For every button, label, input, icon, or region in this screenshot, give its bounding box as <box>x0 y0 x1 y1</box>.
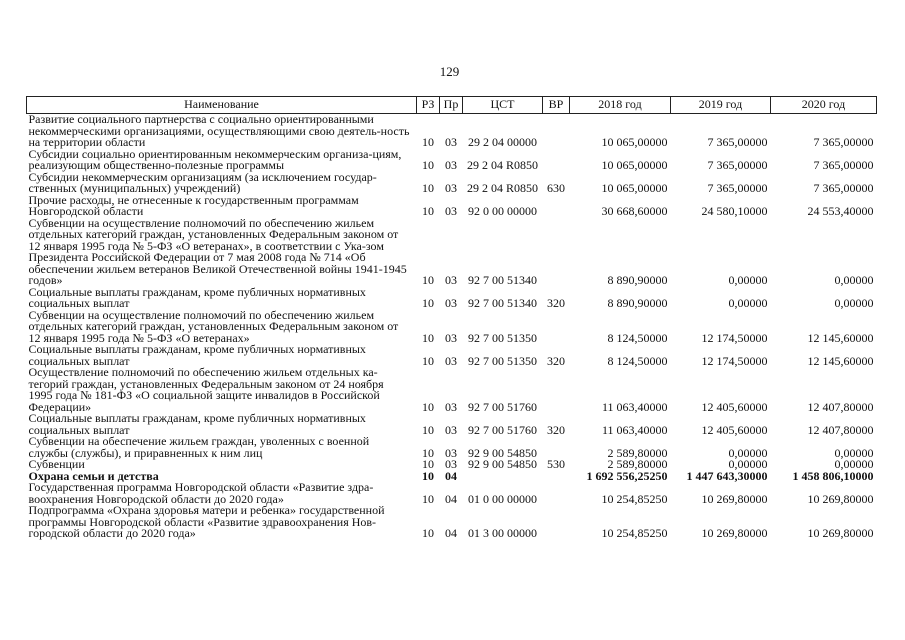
cell-2019: 12 405,60000 <box>701 422 768 437</box>
header-cst: ЦСТ <box>463 97 543 114</box>
cell-2019: 10 269,80000 <box>701 491 768 506</box>
cell-cst: 92 7 00 51340 <box>468 273 537 287</box>
cell-vr <box>543 149 570 172</box>
cell-2020: 12 407,80000 <box>807 399 874 414</box>
cell-2019: 0,00000 <box>728 296 768 310</box>
cell-cst: 92 7 00 51350 <box>468 330 537 345</box>
table-row <box>27 436 877 459</box>
cell-2018: 10 065,00000 <box>601 158 668 172</box>
cell-vr <box>543 218 570 287</box>
cell-name: Социальные выплаты гражданам, кроме публичных нормативных социальных выплат <box>28 411 366 437</box>
cell-cst: 01 3 00 00000 <box>468 526 537 540</box>
cell-name: Субвенции на осуществление полномочий по обеспечению жильем отдельных категорий граждан, установленных Федеральным законом от 12 января 1995 года № 5-ФЗ «О ветеранах», в соответствии с Ука-зом Президента Российской Федерации от 7 мая 2008 года № 714 «Об обеспечении жильем ветеранов Великой Отечественной войны 1941-1945 годов» <box>28 215 407 287</box>
cell-name: Субвенции на осуществление полномочий по обеспечению жильем отдельных категорий граждан, установленных Федеральным законом от 12 января 1995 года № 5-ФЗ «О ветеранах» <box>28 307 399 345</box>
cell-2018: 8 124,50000 <box>607 353 668 368</box>
cell-cst: 92 7 00 51350 <box>468 353 537 368</box>
cell-2019: 1 447 643,30000 <box>686 468 768 483</box>
cell-cst <box>463 471 543 483</box>
cell-vr <box>543 471 570 483</box>
cell-2018: 8 890,90000 <box>607 296 668 310</box>
cell-name: Прочие расходы, не отнесенные к государственным программам Новгородской области <box>28 192 359 218</box>
cell-rz: 10 <box>422 330 434 345</box>
cell-pr: 03 <box>445 445 457 460</box>
cell-2019: 7 365,00000 <box>707 181 768 195</box>
cell-2018: 10 254,85250 <box>601 491 668 506</box>
cell-rz: 10 <box>422 204 434 218</box>
cell-name: Осуществление полномочий по обеспечению жильем отдельных ка-тегорий граждан, установленных Федеральным законом от 24 ноября 1995 года № 181-ФЗ «О социальной защите инвалидов в Российской Федерации» <box>28 365 384 414</box>
table-row <box>27 310 877 345</box>
cell-2020: 12 145,60000 <box>807 353 874 368</box>
cell-name: Субвенции <box>28 457 85 471</box>
cell-2019: 7 365,00000 <box>707 158 768 172</box>
cell-rz: 10 <box>422 457 434 471</box>
cell-vr <box>543 436 570 459</box>
table-body <box>27 114 877 540</box>
table-row <box>27 505 877 540</box>
table-row <box>27 482 877 505</box>
cell-cst: 92 0 00 00000 <box>468 204 537 218</box>
cell-pr: 04 <box>445 491 457 506</box>
cell-pr: 03 <box>445 296 457 310</box>
cell-rz: 10 <box>422 135 434 149</box>
cell-pr: 03 <box>445 457 457 471</box>
cell-name: Развитие социального партнерства с социально ориентированными некоммерческими организациями, осуществляющими свою деятель-ность на территории области <box>28 112 410 149</box>
cell-2020: 0,00000 <box>834 273 874 287</box>
cell-pr: 03 <box>445 158 457 172</box>
cell-pr: 03 <box>445 330 457 345</box>
cell-2020: 10 269,80000 <box>807 491 874 506</box>
table-row <box>27 172 877 195</box>
cell-2019: 10 269,80000 <box>701 526 768 540</box>
cell-vr <box>543 195 570 218</box>
cell-rz: 10 <box>422 273 434 287</box>
table-row <box>27 149 877 172</box>
cell-cst: 29 2 04 R0850 <box>466 158 538 172</box>
cell-2018: 10 254,85250 <box>601 526 668 540</box>
cell-pr: 03 <box>445 181 457 195</box>
cell-vr: 530 <box>547 457 565 471</box>
cell-vr <box>543 310 570 345</box>
header-pr: Пр <box>440 97 463 114</box>
cell-2018: 30 668,60000 <box>601 204 668 218</box>
cell-rz: 10 <box>422 491 434 506</box>
cell-name: Субвенции на обеспечение жильем граждан, уволенных с военной службы (службы), и приравненных к ним лиц <box>28 434 370 460</box>
cell-rz: 10 <box>422 353 434 368</box>
cell-name: Субсидии социально ориентированным некоммерческим организа-циям, реализующим общественно-полезные программы <box>28 146 402 172</box>
cell-rz: 10 <box>422 422 434 437</box>
cell-2019: 0,00000 <box>728 457 768 471</box>
cell-2018: 8 890,90000 <box>607 273 668 287</box>
cell-cst: 01 0 00 00000 <box>468 491 537 506</box>
cell-vr: 630 <box>547 181 565 195</box>
budget-table <box>26 96 877 540</box>
cell-2018: 2 589,80000 <box>607 457 668 471</box>
cell-pr: 03 <box>445 135 457 149</box>
cell-2020: 24 553,40000 <box>807 204 874 218</box>
cell-vr <box>543 505 570 540</box>
cell-2019: 7 365,00000 <box>707 135 768 149</box>
cell-name: Социальные выплаты гражданам, кроме публичных нормативных социальных выплат <box>28 342 366 368</box>
cell-cst: 29 2 04 R0850 <box>466 181 538 195</box>
cell-cst: 92 7 00 51760 <box>468 399 537 414</box>
cell-2019: 0,00000 <box>728 273 768 287</box>
cell-vr: 320 <box>547 353 565 368</box>
cell-2018: 2 589,80000 <box>607 445 668 460</box>
header-2020: 2020 год <box>771 97 877 114</box>
cell-2018: 11 063,40000 <box>601 399 668 414</box>
cell-rz: 10 <box>422 158 434 172</box>
cell-rz: 10 <box>422 445 434 460</box>
page-number: 129 <box>439 64 460 79</box>
cell-2019: 24 580,10000 <box>701 204 768 218</box>
cell-rz: 10 <box>422 181 434 195</box>
cell-2020: 7 365,00000 <box>813 181 874 195</box>
cell-pr: 03 <box>445 399 457 414</box>
cell-rz: 10 <box>422 296 434 310</box>
cell-2018: 10 065,00000 <box>601 135 668 149</box>
cell-vr <box>543 367 570 413</box>
table-row <box>27 344 877 367</box>
header-vr: ВР <box>543 97 570 114</box>
header-name: Наименование <box>27 97 417 114</box>
cell-cst: 92 9 00 54850 <box>468 445 537 460</box>
cell-cst: 92 7 00 51760 <box>468 422 537 437</box>
cell-2019: 12 405,60000 <box>701 399 768 414</box>
cell-pr: 03 <box>445 353 457 368</box>
cell-2020: 1 458 806,10000 <box>792 468 874 483</box>
header-2019: 2019 год <box>671 97 771 114</box>
cell-vr <box>543 114 570 149</box>
cell-name: Государственная программа Новгородской области «Развитие здра-воохранения Новгородской области до 2020 года» <box>28 480 374 506</box>
cell-2020: 7 365,00000 <box>813 135 874 149</box>
cell-2019: 0,00000 <box>728 445 768 460</box>
cell-vr <box>543 482 570 505</box>
cell-pr: 03 <box>445 273 457 287</box>
cell-2018: 1 692 556,25250 <box>586 468 668 483</box>
cell-pr: 04 <box>445 468 457 483</box>
cell-2018: 10 065,00000 <box>601 181 668 195</box>
table-row <box>27 287 877 310</box>
cell-name: Подпрограмма «Охрана здоровья матери и ребенка» государственной программы Новгородской области «Развитие здравоохранения Нов-городской области до 2020 года» <box>28 503 385 540</box>
cell-2020: 12 407,80000 <box>807 422 874 437</box>
cell-cst: 92 7 00 51340 <box>468 296 537 310</box>
cell-2020: 12 145,60000 <box>807 330 874 345</box>
cell-rz: 10 <box>422 526 434 540</box>
cell-2020: 10 269,80000 <box>807 526 874 540</box>
cell-2020: 0,00000 <box>834 296 874 310</box>
table-row <box>27 218 877 287</box>
cell-pr: 04 <box>445 526 457 540</box>
cell-2018: 8 124,50000 <box>607 330 668 345</box>
cell-name: Охрана семьи и детства <box>28 468 159 483</box>
cell-cst: 29 2 04 00000 <box>468 135 537 149</box>
header-rz: РЗ <box>417 97 440 114</box>
cell-vr: 320 <box>547 296 565 310</box>
cell-2019: 12 174,50000 <box>701 330 768 345</box>
cell-rz: 10 <box>422 468 434 483</box>
cell-2020: 0,00000 <box>834 445 874 460</box>
cell-pr: 03 <box>445 204 457 218</box>
cell-rz: 10 <box>422 399 434 414</box>
header-2018: 2018 год <box>570 97 671 114</box>
cell-pr: 03 <box>445 422 457 437</box>
cell-name: Социальные выплаты гражданам, кроме публичных нормативных социальных выплат <box>28 284 366 310</box>
cell-cst: 92 9 00 54850 <box>468 457 537 471</box>
table-row <box>27 114 877 149</box>
cell-2020: 0,00000 <box>834 457 874 471</box>
table-header-row <box>27 97 877 114</box>
table-row <box>27 367 877 413</box>
cell-vr: 320 <box>547 422 565 437</box>
table-row <box>27 195 877 218</box>
table-row <box>27 413 877 436</box>
cell-2018: 11 063,40000 <box>601 422 668 437</box>
cell-2020: 7 365,00000 <box>813 158 874 172</box>
cell-name: Субсидии некоммерческим организациям (за исключением государ-ственных (муниципальных) учреждений) <box>28 169 377 195</box>
cell-2019: 12 174,50000 <box>701 353 768 368</box>
